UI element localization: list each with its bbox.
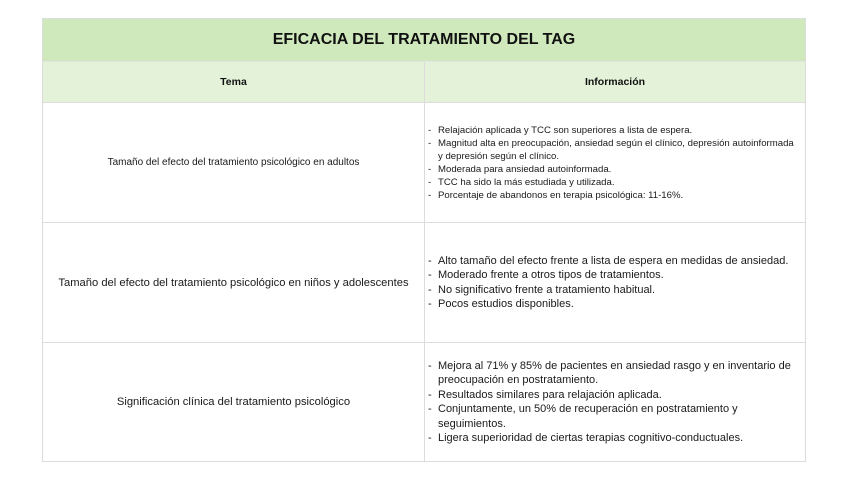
info-item: - Ligera superioridad de ciertas terapias cognitivo-conductuales. bbox=[428, 431, 801, 446]
info-item: - Moderado frente a otros tipos de tratamientos. bbox=[428, 268, 788, 283]
row-info bbox=[425, 103, 805, 222]
info-item: - Magnitud alta en preocupación, ansiedad según el clínico, depresión autoinformada y depresión según el clínico. bbox=[428, 137, 801, 163]
table-row bbox=[43, 223, 805, 343]
info-item: - Relajación aplicada y TCC son superiores a lista de espera. bbox=[428, 124, 801, 137]
info-item: - Resultados similares para relajación aplicada. bbox=[428, 388, 801, 403]
table-row bbox=[43, 103, 805, 223]
row-info bbox=[425, 223, 805, 342]
info-item: - Moderada para ansiedad autoinformada. bbox=[428, 163, 801, 176]
info-item: - Conjuntamente, un 50% de recuperación en postratamiento y seguimientos. bbox=[428, 402, 801, 431]
table-row bbox=[43, 343, 805, 461]
header-topic: Tema bbox=[43, 62, 425, 102]
info-item: - Mejora al 71% y 85% de pacientes en ansiedad rasgo y en inventario de preocupación en postratamiento. bbox=[428, 359, 801, 388]
info-item: - Alto tamaño del efecto frente a lista de espera en medidas de ansiedad. bbox=[428, 254, 788, 269]
info-item: - No significativo frente a tratamiento habitual. bbox=[428, 283, 788, 298]
info-list bbox=[428, 124, 801, 202]
info-item: - Pocos estudios disponibles. bbox=[428, 297, 788, 312]
efficacy-table bbox=[42, 18, 806, 462]
table-header-row bbox=[43, 62, 805, 103]
info-item: - Porcentaje de abandonos en terapia psicológica: 11-16%. bbox=[428, 189, 801, 202]
row-info bbox=[425, 343, 805, 461]
info-list bbox=[428, 359, 801, 446]
row-topic: Tamaño del efecto del tratamiento psicológico en adultos bbox=[43, 103, 425, 222]
row-topic: Significación clínica del tratamiento psicológico bbox=[43, 343, 425, 461]
info-item: - TCC ha sido la más estudiada y utilizada. bbox=[428, 176, 801, 189]
info-list bbox=[428, 254, 788, 312]
row-topic: Tamaño del efecto del tratamiento psicológico en niños y adolescentes bbox=[43, 223, 425, 342]
table-title: EFICACIA DEL TRATAMIENTO DEL TAG bbox=[43, 19, 805, 62]
header-info: Información bbox=[584, 76, 646, 88]
